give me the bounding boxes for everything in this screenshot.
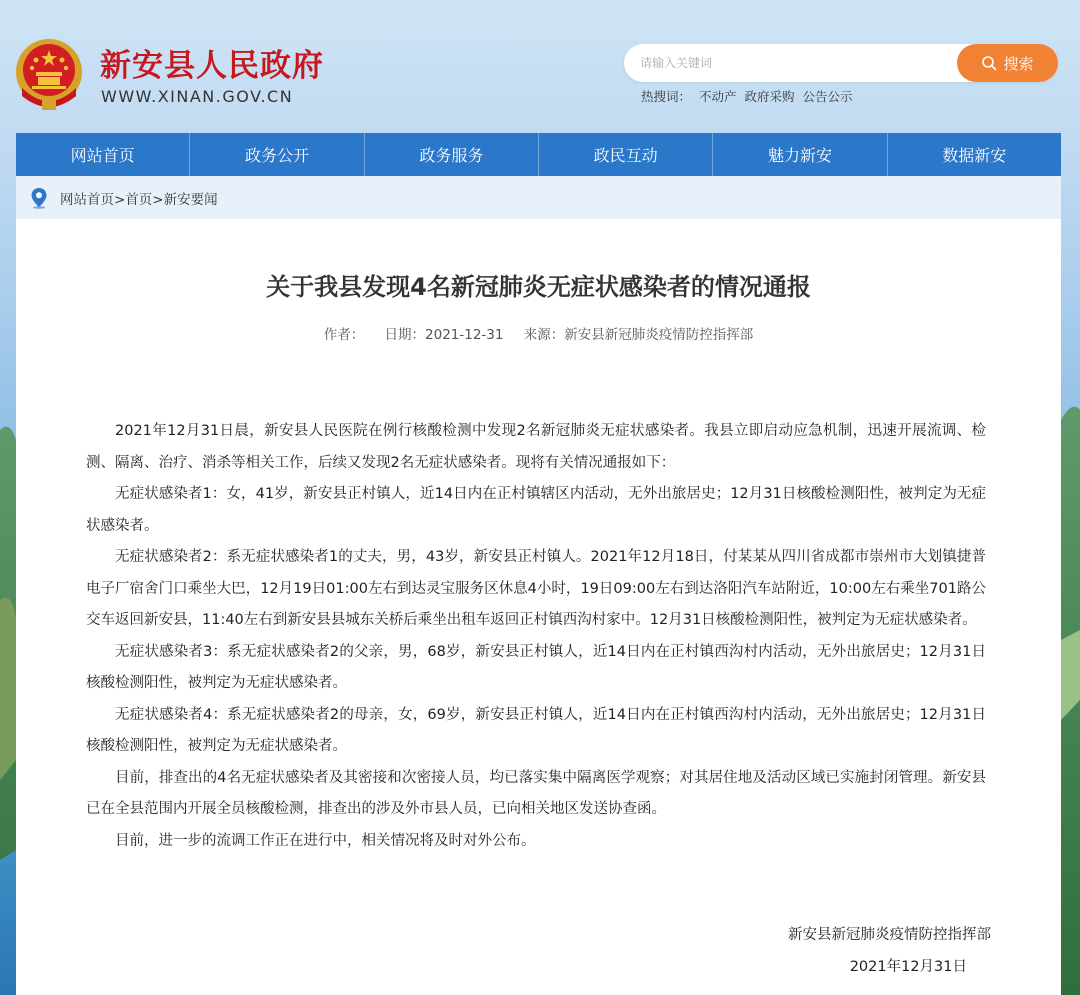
hot-word-link[interactable]: 不动产	[699, 89, 737, 104]
signature-date: 2021年12月31日	[849, 959, 967, 975]
location-pin-icon	[30, 187, 48, 209]
nav-item-interaction[interactable]: 政民互动	[539, 133, 713, 176]
hot-search-label: 热搜词：	[641, 89, 692, 104]
article-source: 来源：新安县新冠肺炎疫情防控指挥部	[523, 327, 754, 343]
main-nav	[16, 133, 1061, 176]
article-body	[86, 416, 986, 857]
nav-item-gov-affairs[interactable]: 政务公开	[190, 133, 364, 176]
article-paragraph: 无症状感染者2：系无症状感染者1的丈夫，男，43岁，新安县正村镇人。2021年12月18日，付某某从四川省成都市崇州市大划镇捷普电子厂宿舍门口乘坐大巴，12月19日01:00左右到达灵宝服务区休息4小时，19日09:00左右到达洛阳汽车站附近，10:00左右乘坐701路公交车返回新安县，11:40左右到新安县县城东关桥后乘坐出租车返回正村镇西沟村家中。12月31日核酸检测阳性，被判定为无症状感染者。	[86, 549, 986, 628]
article-signature	[788, 919, 991, 983]
nav-item-charm[interactable]: 魅力新安	[713, 133, 887, 176]
search-button[interactable]	[957, 44, 1058, 82]
article-container	[16, 219, 1061, 995]
article-date: 日期：2021-12-31	[384, 327, 504, 343]
breadcrumb-path[interactable]: 网站首页>首页>新安要闻	[60, 191, 218, 208]
hot-word-link[interactable]: 公告公示	[802, 89, 853, 104]
article-paragraph: 目前，进一步的流调工作正在进行中，相关情况将及时对外公布。	[115, 832, 536, 849]
nav-item-home[interactable]: 网站首页	[16, 133, 190, 176]
site-title[interactable]: 新安县人民政府	[100, 48, 324, 84]
article-paragraph: 目前，排查出的4名无症状感染者及其密接和次密接人员，均已落实集中隔离医学观察；对其居住地及活动区域已实施封闭管理。新安县已在全县范围内开展全员核酸检测，排查出的涉及外市县人员，已向相关地区发送协查函。	[86, 769, 986, 817]
breadcrumb	[16, 176, 1061, 219]
article-paragraph: 无症状感染者1：女，41岁，新安县正村镇人，近14日内在正村镇辖区内活动，无外出旅居史；12月31日核酸检测阳性，被判定为无症状感染者。	[86, 486, 986, 534]
search-button-label: 搜索	[1003, 54, 1034, 73]
article-title: 关于我县发现4名新冠肺炎无症状感染者的情况通报	[266, 273, 811, 301]
search-input[interactable]	[640, 53, 940, 73]
article-author: 作者：	[323, 327, 365, 343]
signature-org: 新安县新冠肺炎疫情防控指挥部	[788, 927, 991, 943]
article-paragraph: 2021年12月31日晨，新安县人民医院在例行核酸检测中发现2名新冠肺炎无症状感染者。我县立即启动应急机制，迅速开展流调、检测、隔离、治疗、消杀等相关工作，后续又发现2名无症状感染者。现将有关情况通报如下：	[86, 423, 986, 471]
nav-item-services[interactable]: 政务服务	[365, 133, 539, 176]
article-paragraph: 无症状感染者3：系无症状感染者2的父亲，男，68岁，新安县正村镇人，近14日内在正村镇西沟村内活动，无外出旅居史；12月31日核酸检测阳性，被判定为无症状感染者。	[86, 643, 986, 691]
article-meta	[16, 323, 1061, 343]
article-paragraph: 无症状感染者4：系无症状感染者2的母亲，女，69岁，新安县正村镇人，近14日内在正村镇西沟村内活动，无外出旅居史；12月31日核酸检测阳性，被判定为无症状感染者。	[86, 706, 986, 754]
hot-word-link[interactable]: 政府采购	[744, 89, 795, 104]
site-header	[0, 0, 1080, 130]
national-emblem-icon	[14, 36, 84, 112]
site-url: WWW.XINAN.GOV.CN	[101, 87, 294, 106]
nav-item-data[interactable]: 数据新安	[942, 146, 1007, 165]
hot-search	[641, 87, 857, 105]
search-icon	[981, 55, 997, 71]
